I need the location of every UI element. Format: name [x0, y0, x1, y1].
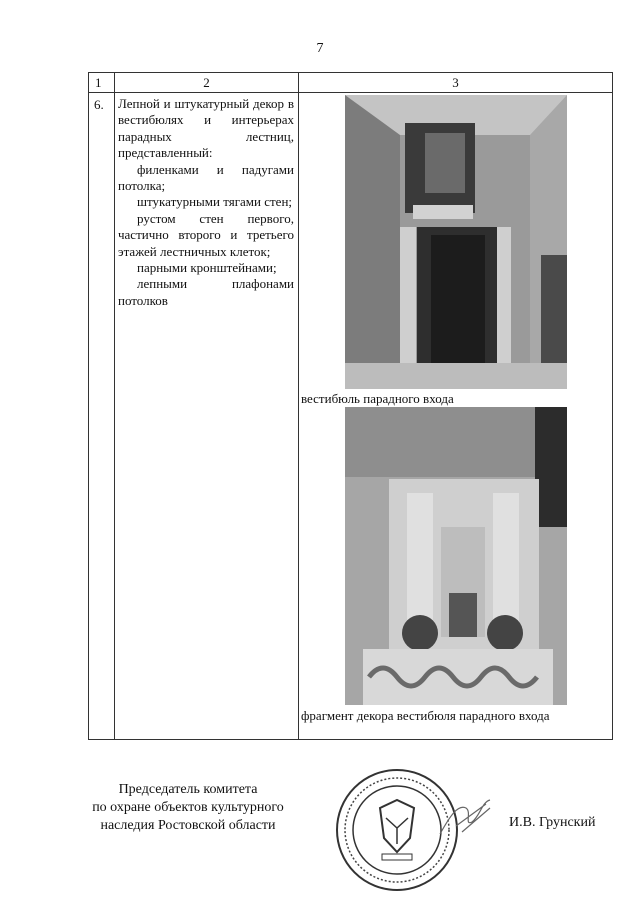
signatory-title-line: наследия Ростовской области: [100, 818, 276, 833]
signer-name: И.В. Грунский: [509, 815, 596, 830]
handwritten-signature: [436, 796, 498, 840]
description-intro: Лепной и штукатурный декор в вестибюлях и интерьерах парадных лестниц, представленный:: [118, 96, 294, 161]
header-col-2: 2: [115, 73, 299, 93]
header-col-1: 1: [89, 73, 115, 93]
signatory-title: [72, 781, 304, 835]
description-item: филенками и падугами потолка;: [118, 161, 294, 194]
vestibule-decor-photo: [345, 407, 567, 705]
description-item: штукатурными тягами стен;: [137, 194, 293, 210]
table-row: [89, 93, 613, 740]
photo-caption: фрагмент декора вестибюля парадного входа: [301, 708, 550, 723]
heritage-table: [88, 72, 613, 740]
page-number: 7: [316, 41, 324, 56]
description-item: парными кронштейнами;: [137, 260, 277, 276]
row-number: 6.: [94, 97, 104, 112]
description-item: рустом стен первого, частично второго и третьего этажей лестничных клеток;: [118, 210, 294, 259]
photo-caption: вестибюль парадного входа: [301, 391, 454, 406]
signatory-title-line: Председатель комитета: [118, 782, 258, 797]
photo-cell: [299, 93, 613, 740]
vestibule-photo: [345, 95, 567, 389]
table-header-row: [89, 73, 613, 93]
header-col-3: 3: [299, 73, 613, 93]
description-item: лепными плафонами потолков: [118, 276, 294, 308]
row-description: [115, 93, 298, 309]
signatory-title-line: по охране объектов культурного: [92, 800, 284, 815]
